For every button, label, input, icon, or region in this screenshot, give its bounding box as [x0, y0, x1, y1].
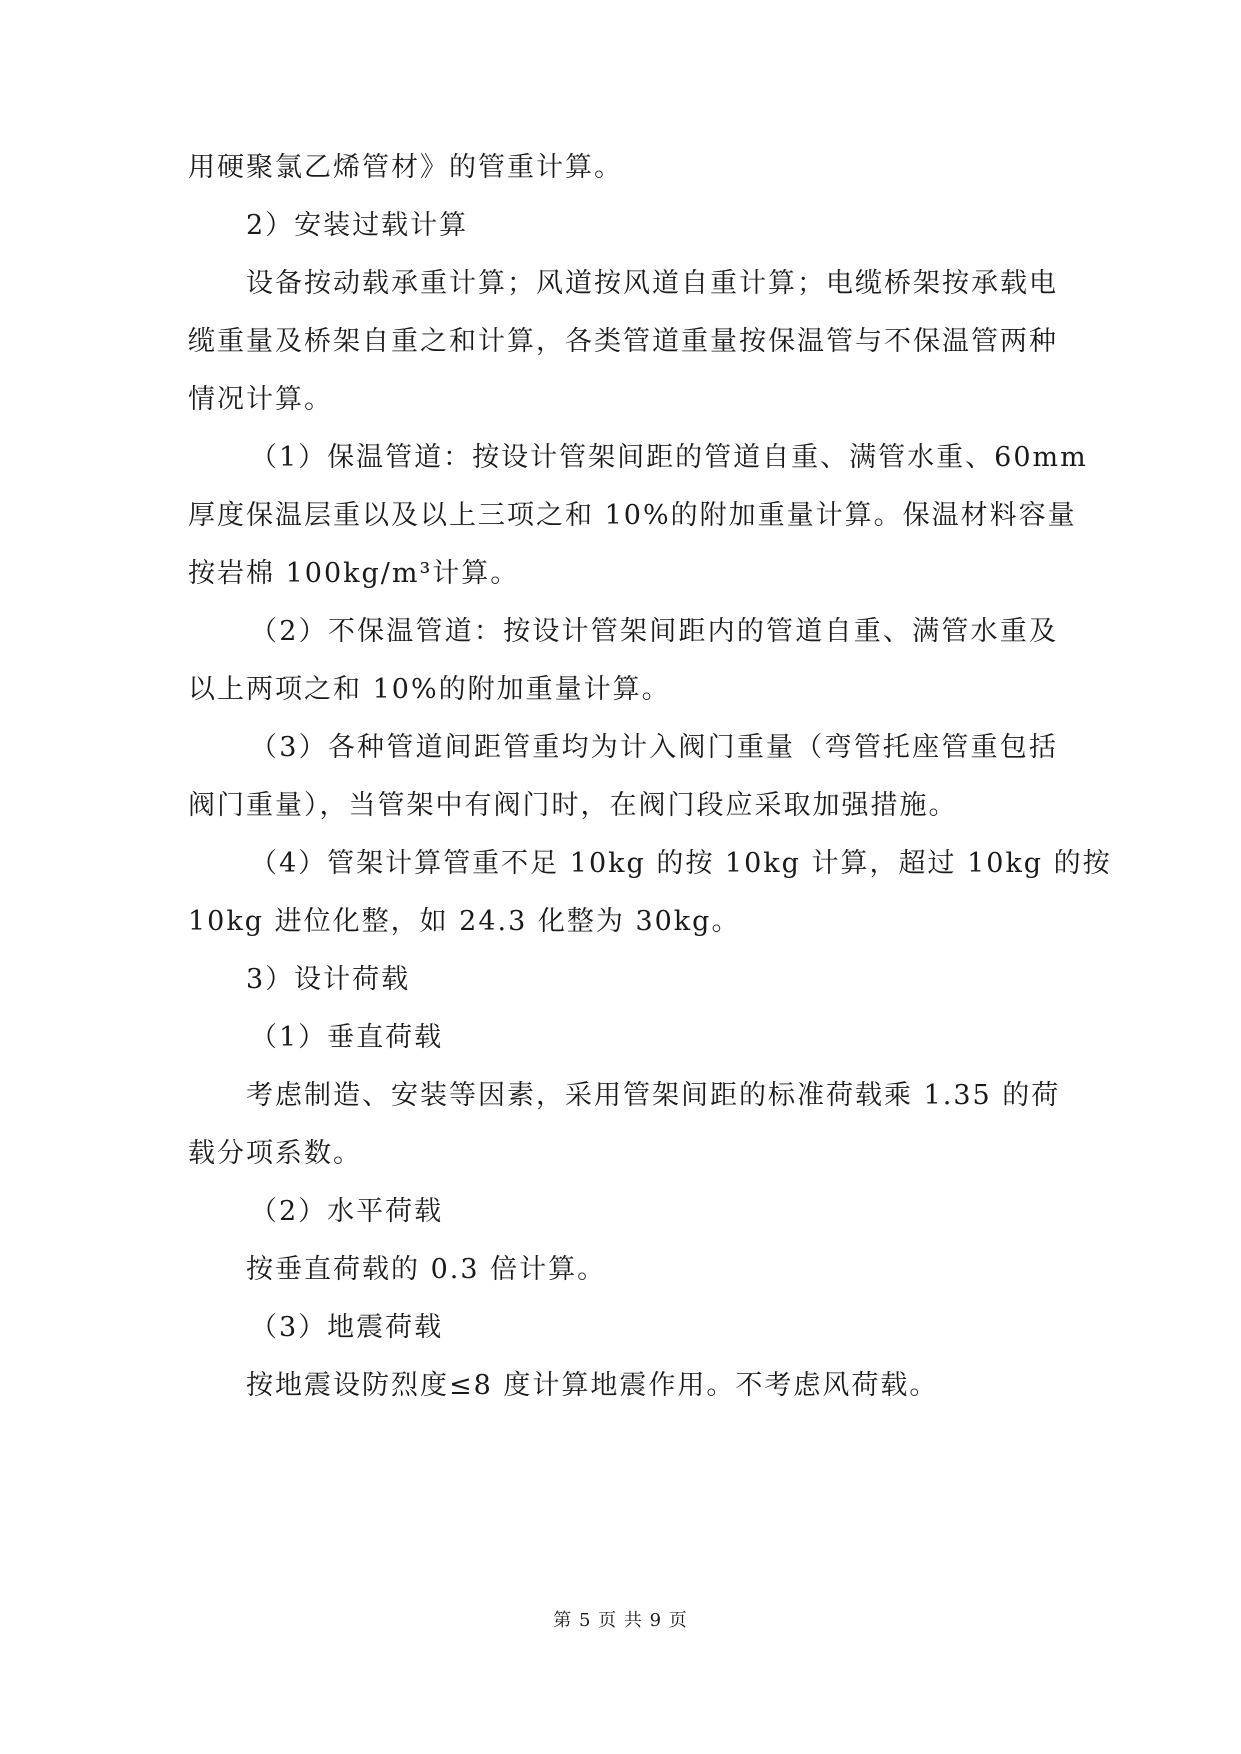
paragraph-line: （1）保温管道：按设计管架间距的管道自重、满管水重、60mm [250, 442, 1088, 473]
paragraph-line: 用硬聚氯乙烯管材》的管重计算。 [188, 152, 623, 183]
section-heading: 3）设计荷载 [246, 964, 411, 995]
paragraph-line: 载分项系数。 [188, 1138, 362, 1169]
page-number-footer: 第 5 页 共 9 页 [553, 1610, 688, 1631]
subsection-heading: （3）地震荷载 [250, 1312, 444, 1343]
subsection-heading: （1）垂直荷载 [250, 1022, 444, 1053]
paragraph-line: 缆重量及桥架自重之和计算，各类管道重量按保温管与不保温管两种 [188, 326, 1058, 357]
paragraph-line: 设备按动载承重计算；风道按风道自重计算；电缆桥架按承载电 [246, 268, 1058, 299]
paragraph-line: 考虑制造、安装等因素，采用管架间距的标准荷载乘 1.35 的荷 [246, 1080, 1061, 1111]
paragraph-line: 厚度保温层重以及以上三项之和 10%的附加重量计算。保温材料容量 [188, 500, 1077, 531]
paragraph-line: 按岩棉 100kg/m³计算。 [188, 558, 520, 589]
paragraph-line: 按垂直荷载的 0.3 倍计算。 [246, 1254, 607, 1285]
paragraph-line: 阀门重量），当管架中有阀门时，在阀门段应采取加强措施。 [188, 790, 958, 821]
paragraph-line: （3）各种管道间距管重均为计入阀门重量（弯管托座管重包括 [250, 732, 1058, 763]
paragraph-line: 情况计算。 [188, 384, 333, 415]
paragraph-line: （4）管架计算管重不足 10kg 的按 10kg 计算，超过 10kg 的按 [250, 848, 1112, 879]
paragraph-line: （2）不保温管道：按设计管架间距内的管道自重、满管水重及 [250, 616, 1058, 647]
section-heading: 2）安装过载计算 [246, 210, 469, 241]
paragraph-line: 以上两项之和 10%的附加重量计算。 [188, 674, 671, 705]
subsection-heading: （2）水平荷载 [250, 1196, 444, 1227]
paragraph-line: 10kg 进位化整，如 24.3 化整为 30kg。 [188, 906, 741, 937]
paragraph-line: 按地震设防烈度≤8 度计算地震作用。不考虑风荷载。 [246, 1370, 939, 1401]
